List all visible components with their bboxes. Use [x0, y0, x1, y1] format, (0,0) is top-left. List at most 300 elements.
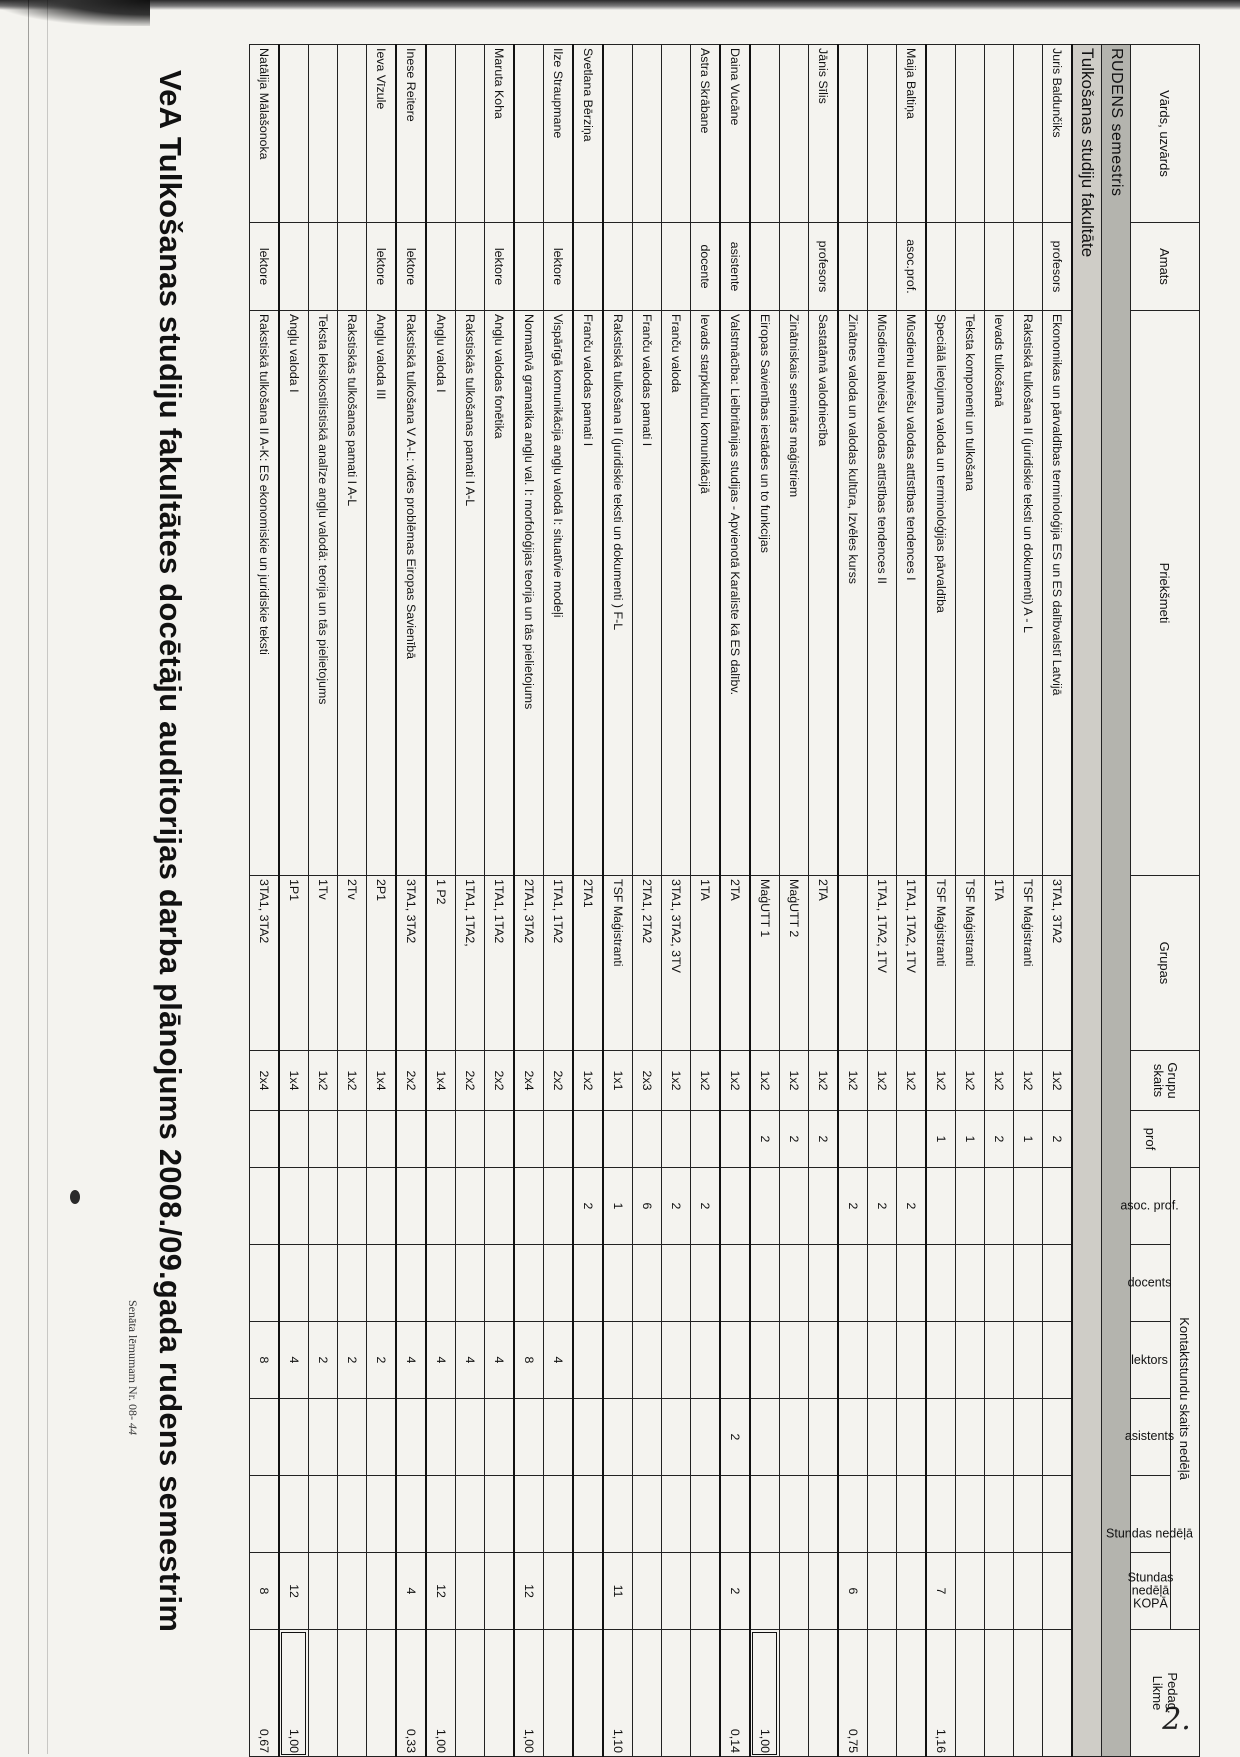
cell-amats: profesors — [1043, 223, 1073, 311]
table-row — [396, 45, 426, 1757]
cell-lektors — [838, 1322, 868, 1399]
cell-groups: TSF Maģistranti — [926, 876, 956, 1051]
col-header-docents — [1127, 1245, 1172, 1322]
cell-name — [750, 45, 780, 223]
cell-docents — [838, 1245, 868, 1322]
cell-subject: Valstmācība: Lielbritānijas studijas - Apvienotā Karaliste kā ES dalībv. — [720, 311, 750, 876]
likme-line1: Pedag. — [1165, 1672, 1180, 1714]
cell-stundas — [926, 1476, 956, 1553]
cell-prof — [338, 1111, 367, 1168]
cell-subject: Teksta leksikostilistiskā analīze angļu valodā: teorija un tās pielietojums — [309, 311, 338, 876]
kopa-line3: KOPĀ — [1133, 1596, 1168, 1611]
cell-docents — [985, 1245, 1014, 1322]
cell-name — [1014, 45, 1043, 223]
cell-asistents — [544, 1399, 574, 1476]
cell-likme — [633, 1630, 662, 1757]
cell-kopa — [544, 1553, 574, 1630]
cell-asistents — [485, 1399, 515, 1476]
cell-subject: Vispārīgā komunikācija angļu valodā I: situatīvie modeļi — [544, 311, 574, 876]
cell-kopa — [809, 1553, 839, 1630]
cell-name: Jānis Sīlis — [809, 45, 839, 223]
cell-groups: 1TA1, 1TA2 — [544, 876, 574, 1051]
cell-asoc-prof — [544, 1168, 574, 1245]
cell-asistents — [603, 1399, 633, 1476]
cell-group-count: 2x2 — [485, 1051, 515, 1111]
cell-stundas — [985, 1476, 1014, 1553]
cell-prof — [250, 1111, 280, 1168]
cell-kopa — [338, 1553, 367, 1630]
cell-amats — [956, 223, 985, 311]
cell-group-count: 2x4 — [250, 1051, 280, 1111]
cell-docents — [691, 1245, 721, 1322]
cell-likme — [868, 1630, 897, 1757]
cell-kopa — [897, 1553, 927, 1630]
cell-amats — [633, 223, 662, 311]
cell-group-count: 1x2 — [1043, 1051, 1073, 1111]
cell-name: Daina Vucāne — [720, 45, 750, 223]
cell-asoc-prof — [338, 1168, 367, 1245]
cell-docents — [485, 1245, 515, 1322]
cell-groups: MaģUTT 2 — [780, 876, 809, 1051]
cell-docents — [338, 1245, 367, 1322]
lektors-label: lektors — [1131, 1352, 1168, 1367]
table-row — [985, 45, 1014, 1757]
table-row — [1043, 45, 1073, 1757]
cell-subject: Normatīvā gramatika angļu val. I: morfoloģijas teorija un tās pielietojums — [514, 311, 544, 876]
col-header-group-count — [1131, 1051, 1200, 1111]
semester-label: RUDENS semestris — [1102, 45, 1131, 1757]
cell-lektors: 4 — [396, 1322, 426, 1399]
cell-prof — [309, 1111, 338, 1168]
cell-stundas — [426, 1476, 456, 1553]
cell-name — [426, 45, 456, 223]
cell-amats — [279, 223, 309, 311]
cell-kopa: 11 — [603, 1553, 633, 1630]
cell-asistents — [809, 1399, 839, 1476]
cell-group-count: 1x2 — [868, 1051, 897, 1111]
cell-lektors: 4 — [544, 1322, 574, 1399]
cell-subject: Rakstiskā tulkošana V A-L: vides problēmas Eiropas Savienībā — [396, 311, 426, 876]
cell-asoc-prof — [750, 1168, 780, 1245]
cell-likme — [367, 1630, 397, 1757]
cell-asoc-prof: 2 — [838, 1168, 868, 1245]
cell-prof: 1 — [956, 1111, 985, 1168]
col-header-name: Vārds, uzvārds — [1131, 45, 1200, 223]
cell-asoc-prof — [514, 1168, 544, 1245]
cell-group-count: 1x1 — [603, 1051, 633, 1111]
table-row — [691, 45, 721, 1757]
cell-subject: Mūsdienu latviešu valodas attīstības tendences II — [868, 311, 897, 876]
table-row — [720, 45, 750, 1757]
faculty-label: Tulkošanas studiju fakultāte — [1072, 45, 1102, 1757]
cell-lektors — [926, 1322, 956, 1399]
cell-docents — [809, 1245, 839, 1322]
cell-group-count: 1x2 — [956, 1051, 985, 1111]
cell-asoc-prof: 2 — [573, 1168, 603, 1245]
cell-lektors — [691, 1322, 721, 1399]
cell-subject: Rakstiskās tulkošanas pamati I A-L — [456, 311, 485, 876]
cell-asoc-prof — [1014, 1168, 1043, 1245]
cell-stundas — [809, 1476, 839, 1553]
cell-kopa — [309, 1553, 338, 1630]
cell-stundas — [956, 1476, 985, 1553]
cell-amats — [662, 223, 691, 311]
cell-amats — [456, 223, 485, 311]
cell-name: Ilze Straupmane — [544, 45, 574, 223]
cell-docents — [868, 1245, 897, 1322]
cell-prof — [367, 1111, 397, 1168]
cell-stundas — [544, 1476, 574, 1553]
cell-lektors — [985, 1322, 1014, 1399]
cell-group-count: 1x2 — [309, 1051, 338, 1111]
cell-name — [633, 45, 662, 223]
cell-asoc-prof — [396, 1168, 426, 1245]
cell-prof — [573, 1111, 603, 1168]
table-row — [956, 45, 985, 1757]
asoc-label: asoc. prof. — [1120, 1198, 1179, 1213]
cell-groups: 2TA1, 2TA2 — [633, 876, 662, 1051]
cell-name: Maija Baltiņa — [897, 45, 927, 223]
cell-amats: asoc.prof. — [897, 223, 927, 311]
cell-kopa: 7 — [926, 1553, 956, 1630]
cell-subject: Rakstiskā tulkošana II (juridiskie teksti un dokumenti) A - L — [1014, 311, 1043, 876]
cell-amats — [603, 223, 633, 311]
cell-group-count: 1x4 — [426, 1051, 456, 1111]
cell-name — [662, 45, 691, 223]
cell-asoc-prof — [456, 1168, 485, 1245]
cell-groups: 1TA — [691, 876, 721, 1051]
cell-groups: 1TA1, 1TA2, 1TV — [868, 876, 897, 1051]
cell-likme — [985, 1630, 1014, 1757]
cell-name — [956, 45, 985, 223]
cell-docents — [956, 1245, 985, 1322]
cell-lektors — [720, 1322, 750, 1399]
cell-stundas — [514, 1476, 544, 1553]
cell-amats: lektore — [544, 223, 574, 311]
cell-likme: 0,67 — [250, 1630, 280, 1757]
cell-kopa — [573, 1553, 603, 1630]
cell-asoc-prof: 2 — [868, 1168, 897, 1245]
table-row — [544, 45, 574, 1757]
cell-prof — [485, 1111, 515, 1168]
cell-group-count: 1x4 — [367, 1051, 397, 1111]
table-row — [279, 45, 309, 1757]
cell-stundas — [750, 1476, 780, 1553]
cell-likme: 1,00 — [426, 1630, 456, 1757]
cell-asoc-prof — [309, 1168, 338, 1245]
cell-asistents — [367, 1399, 397, 1476]
cell-prof — [279, 1111, 309, 1168]
cell-likme — [691, 1630, 721, 1757]
cell-prof — [426, 1111, 456, 1168]
cell-subject: Ekonomikas un pārvaldības terminoloģija ES un ES dalībvalstī Latvijā — [1043, 311, 1073, 876]
cell-lektors — [780, 1322, 809, 1399]
cell-asistents — [514, 1399, 544, 1476]
cell-subject: Ievads starpkultūru komunikācijā — [691, 311, 721, 876]
table-row — [897, 45, 927, 1757]
cell-subject: Sastatāmā valodniecība — [809, 311, 839, 876]
cell-subject: Angļu valodas fonētika — [485, 311, 515, 876]
cell-groups: 3TA1, 3TA2 — [250, 876, 280, 1051]
cell-group-count: 1x2 — [662, 1051, 691, 1111]
cell-group-count: 2x2 — [456, 1051, 485, 1111]
col-header-likme — [1131, 1630, 1200, 1757]
cell-amats — [868, 223, 897, 311]
cell-subject: Angļu valoda III — [367, 311, 397, 876]
cell-prof: 1 — [1014, 1111, 1043, 1168]
cell-docents — [633, 1245, 662, 1322]
cell-likme: 1,16 — [926, 1630, 956, 1757]
cell-subject: Eiropas Savienības iestādes un to funkcijas — [750, 311, 780, 876]
cell-name: Natālija Mālašonoka — [250, 45, 280, 223]
table-row — [926, 45, 956, 1757]
cell-groups: 1TA — [985, 876, 1014, 1051]
cell-group-count: 1x2 — [691, 1051, 721, 1111]
cell-name — [780, 45, 809, 223]
cell-lektors: 2 — [367, 1322, 397, 1399]
cell-lektors: 4 — [485, 1322, 515, 1399]
cell-docents — [250, 1245, 280, 1322]
cell-name — [279, 45, 309, 223]
cell-prof — [720, 1111, 750, 1168]
cell-asoc-prof — [250, 1168, 280, 1245]
cell-docents — [544, 1245, 574, 1322]
cell-kopa — [633, 1553, 662, 1630]
cell-subject: Rakstiskā tulkošana II (juridiskie teksti un dokumenti ) F-L — [603, 311, 633, 876]
cell-asoc-prof — [780, 1168, 809, 1245]
cell-asistents — [573, 1399, 603, 1476]
cell-lektors — [1014, 1322, 1043, 1399]
faculty-row — [1072, 45, 1102, 1757]
cell-stundas — [485, 1476, 515, 1553]
table-body — [250, 45, 1131, 1757]
cell-asistents — [838, 1399, 868, 1476]
cell-likme — [956, 1630, 985, 1757]
cell-asoc-prof: 1 — [603, 1168, 633, 1245]
cell-groups: 2Tv — [338, 876, 367, 1051]
cell-stundas — [1014, 1476, 1043, 1553]
cell-lektors — [868, 1322, 897, 1399]
docents-label: docents — [1127, 1275, 1172, 1290]
cell-likme — [573, 1630, 603, 1757]
cell-prof: 2 — [1043, 1111, 1073, 1168]
cell-stundas — [691, 1476, 721, 1553]
cell-stundas — [279, 1476, 309, 1553]
cell-kopa: 6 — [838, 1553, 868, 1630]
cell-amats: asistente — [720, 223, 750, 311]
cell-docents — [897, 1245, 927, 1322]
cell-asoc-prof: 2 — [897, 1168, 927, 1245]
cell-prof — [456, 1111, 485, 1168]
cell-likme — [456, 1630, 485, 1757]
cell-likme — [1014, 1630, 1043, 1757]
cell-name: Juris Baldunčiks — [1043, 45, 1073, 223]
cell-amats — [309, 223, 338, 311]
cell-asistents — [897, 1399, 927, 1476]
cell-docents — [1043, 1245, 1073, 1322]
cell-amats — [838, 223, 868, 311]
cell-prof: 2 — [780, 1111, 809, 1168]
cell-asistents — [396, 1399, 426, 1476]
cell-asistents: 2 — [720, 1399, 750, 1476]
cell-group-count: 2x2 — [396, 1051, 426, 1111]
cell-subject: Rakstiskās tulkošanas pamati I A-L — [338, 311, 367, 876]
cell-lektors: 4 — [279, 1322, 309, 1399]
cell-lektors — [633, 1322, 662, 1399]
col-header-prof: prof — [1131, 1111, 1171, 1168]
cell-kopa: 4 — [396, 1553, 426, 1630]
cell-subject: Franču valodas pamati I — [573, 311, 603, 876]
cell-docents — [456, 1245, 485, 1322]
cell-lektors: 4 — [426, 1322, 456, 1399]
cell-prof — [691, 1111, 721, 1168]
cell-amats — [750, 223, 780, 311]
cell-docents — [573, 1245, 603, 1322]
cell-amats — [514, 223, 544, 311]
col-header-contact: Kontaktstundu skaits nedēļā — [1171, 1168, 1200, 1630]
cell-subject: Ievads tulkošanā — [985, 311, 1014, 876]
cell-asoc-prof: 2 — [662, 1168, 691, 1245]
cell-stundas — [662, 1476, 691, 1553]
cell-groups: 3TA1, 3TA2 — [1043, 876, 1073, 1051]
cell-amats: lektore — [250, 223, 280, 311]
cell-docents — [514, 1245, 544, 1322]
cell-lektors — [956, 1322, 985, 1399]
cell-asistents — [633, 1399, 662, 1476]
cell-kopa: 12 — [514, 1553, 544, 1630]
cell-asoc-prof: 6 — [633, 1168, 662, 1245]
cell-groups: 2TA1, 3TA2 — [514, 876, 544, 1051]
cell-name — [456, 45, 485, 223]
cell-groups: TSF Maģistranti — [603, 876, 633, 1051]
cell-lektors: 2 — [338, 1322, 367, 1399]
cell-stundas — [250, 1476, 280, 1553]
cell-stundas — [456, 1476, 485, 1553]
col-header-asoc — [1120, 1168, 1179, 1245]
cell-kopa — [956, 1553, 985, 1630]
cell-group-count: 1x2 — [720, 1051, 750, 1111]
cell-likme — [309, 1630, 338, 1757]
cell-lektors — [1043, 1322, 1073, 1399]
cell-asistents — [926, 1399, 956, 1476]
cell-amats: lektore — [367, 223, 397, 311]
cell-docents — [309, 1245, 338, 1322]
cell-groups: 1TA1, 1TA2, — [456, 876, 485, 1051]
table-row — [633, 45, 662, 1757]
cell-subject: Angļu valoda I — [279, 311, 309, 876]
table-row — [367, 45, 397, 1757]
cell-stundas — [396, 1476, 426, 1553]
cell-asistents — [1014, 1399, 1043, 1476]
cell-group-count: 1x2 — [338, 1051, 367, 1111]
cell-asistents — [985, 1399, 1014, 1476]
cell-likme — [1043, 1630, 1073, 1757]
cell-kopa — [868, 1553, 897, 1630]
cell-likme — [544, 1630, 574, 1757]
cell-groups: MaģUTT 1 — [750, 876, 780, 1051]
table-row — [456, 45, 485, 1757]
cell-lektors — [809, 1322, 839, 1399]
cell-prof: 2 — [985, 1111, 1014, 1168]
table-row — [250, 45, 280, 1757]
cell-stundas — [838, 1476, 868, 1553]
col-header-subject: Priekšmeti — [1131, 311, 1200, 876]
cell-stundas — [1043, 1476, 1073, 1553]
cell-docents — [926, 1245, 956, 1322]
cell-amats: lektore — [485, 223, 515, 311]
cell-group-count: 2x3 — [633, 1051, 662, 1111]
cell-asoc-prof — [720, 1168, 750, 1245]
cell-group-count: 2x2 — [544, 1051, 574, 1111]
cell-amats: docente — [691, 223, 721, 311]
senate-stamp — [125, 1300, 140, 1435]
cell-prof — [514, 1111, 544, 1168]
cell-asistents — [780, 1399, 809, 1476]
cell-likme: 0,14 — [720, 1630, 750, 1757]
cell-groups: 2TA — [809, 876, 839, 1051]
cell-groups: 2P1 — [367, 876, 397, 1051]
cell-name — [926, 45, 956, 223]
cell-asoc-prof — [985, 1168, 1014, 1245]
cell-docents — [426, 1245, 456, 1322]
cell-asoc-prof: 2 — [691, 1168, 721, 1245]
cell-groups: 2TA — [720, 876, 750, 1051]
cell-docents — [603, 1245, 633, 1322]
cell-lektors: 2 — [309, 1322, 338, 1399]
cell-amats — [426, 223, 456, 311]
cell-asistents — [691, 1399, 721, 1476]
cell-prof — [868, 1111, 897, 1168]
cell-docents — [720, 1245, 750, 1322]
cell-kopa — [456, 1553, 485, 1630]
table-row — [338, 45, 367, 1757]
cell-docents — [750, 1245, 780, 1322]
cell-asoc-prof — [926, 1168, 956, 1245]
cell-name — [338, 45, 367, 223]
page-number: 2. — [1162, 1701, 1191, 1737]
cell-kopa — [691, 1553, 721, 1630]
cell-asoc-prof — [809, 1168, 839, 1245]
cell-amats: profesors — [809, 223, 839, 311]
cell-prof — [662, 1111, 691, 1168]
col-header-amats: Amats — [1131, 223, 1200, 311]
cell-kopa: 12 — [426, 1553, 456, 1630]
cell-asoc-prof — [485, 1168, 515, 1245]
cell-groups: TSF Maģistranti — [1014, 876, 1043, 1051]
cell-docents — [396, 1245, 426, 1322]
cell-kopa — [985, 1553, 1014, 1630]
cell-kopa — [750, 1553, 780, 1630]
cell-amats: lektore — [396, 223, 426, 311]
cell-likme — [485, 1630, 515, 1757]
cell-kopa: 2 — [720, 1553, 750, 1630]
cell-likme: 0,75 — [838, 1630, 868, 1757]
kopa-label — [1128, 1572, 1174, 1611]
cell-docents — [367, 1245, 397, 1322]
cell-likme: 0,33 — [396, 1630, 426, 1757]
cell-lektors — [603, 1322, 633, 1399]
cell-likme — [338, 1630, 367, 1757]
cell-likme: 1,00 — [279, 1630, 309, 1757]
cell-subject: Teksta komponenti un tulkošana — [956, 311, 985, 876]
cell-docents — [279, 1245, 309, 1322]
table-row — [426, 45, 456, 1757]
cell-prof — [544, 1111, 574, 1168]
workload-table — [249, 44, 1200, 1757]
cell-prof — [897, 1111, 927, 1168]
cell-kopa — [780, 1553, 809, 1630]
table-row — [750, 45, 780, 1757]
